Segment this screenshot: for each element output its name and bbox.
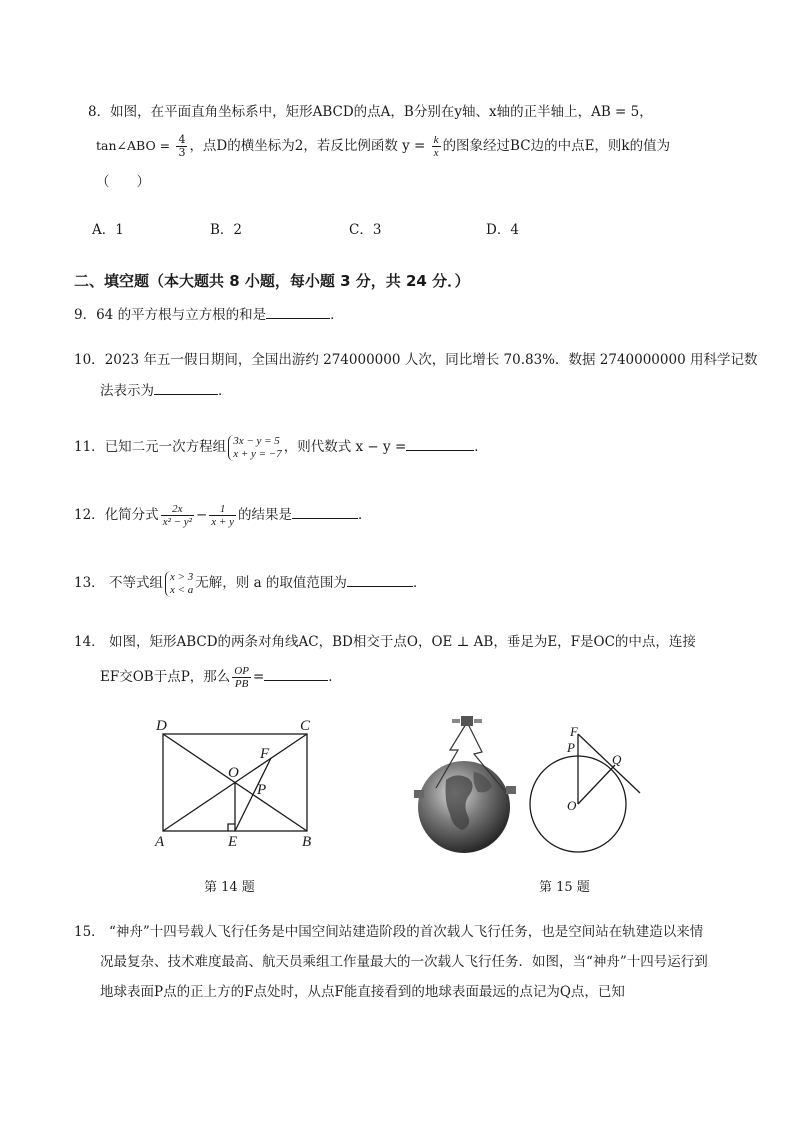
q14-eq: = — [252, 669, 265, 685]
q10-number: 10． — [74, 352, 105, 368]
q11-number: 11． — [74, 439, 105, 455]
q9-end: ． — [330, 307, 344, 323]
figure-15-earth — [406, 710, 526, 860]
q8-line1 — [88, 102, 653, 122]
q13-number: 13． — [74, 575, 105, 591]
q12-number: 12． — [74, 507, 105, 523]
label-o15: O — [567, 798, 577, 813]
q14-text-line1: 如图，矩形ABCD的两条对角线AC，BD相交于点O，OE ⊥ AB，垂足为E，F是OC的中点，连接 — [108, 634, 696, 650]
ground-station-right-icon — [506, 786, 516, 794]
figure-14-rectangle — [150, 712, 325, 857]
q14-number: 14． — [74, 634, 105, 650]
q13-c1: x > 3 — [169, 570, 194, 583]
q10-end: ． — [218, 383, 232, 399]
label-p15: P — [567, 740, 575, 755]
right-angle-mark — [228, 824, 235, 831]
q12-f2-den: x + y — [211, 516, 234, 528]
q8-tan-fraction — [176, 134, 187, 159]
q9 — [74, 304, 344, 325]
label-p: P — [257, 782, 267, 798]
q9-number: 9． — [74, 307, 97, 323]
q14-fraction — [232, 665, 251, 690]
q8-text-line2-end: 的图象经过BC边的中点E，则k的值为 — [442, 138, 671, 154]
q12-mid: 的结果是 — [237, 507, 292, 523]
q12-fraction-1 — [161, 503, 194, 528]
q15-number: 15． — [74, 924, 105, 940]
caption-15: 第 15 题 — [539, 880, 590, 895]
label-d: D — [156, 718, 167, 734]
q14-f-num: OP — [234, 665, 249, 677]
q10-line2 — [100, 380, 232, 401]
q12-fraction-2 — [209, 503, 236, 528]
q14-line1 — [74, 632, 696, 652]
q12-end: ． — [357, 507, 372, 523]
figure-15-circle — [528, 720, 648, 855]
q8-text-line1: 如图，在平面直角坐标系中，矩形ABCD的点A，B分别在y轴、x轴的正半轴上，AB = 5， — [110, 104, 653, 120]
q14-text-line2: EF交OB于点P，那么 — [100, 669, 231, 685]
q8-option-d[interactable]: D．4 — [486, 222, 519, 238]
q14-answer-blank[interactable] — [264, 666, 328, 681]
q14-line2 — [100, 660, 342, 694]
q13-prefix: 不等式组 — [108, 575, 163, 591]
q13-answer-blank[interactable] — [347, 572, 413, 587]
q12-f1-num: 2x — [161, 503, 194, 516]
q10-text-line2: 法表示为 — [100, 383, 154, 399]
caption-14: 第 14 题 — [204, 880, 255, 895]
q12-f2-num: 1 — [209, 503, 236, 516]
q8-paren: （ ） — [96, 174, 150, 190]
q12-prefix: 化简分式 — [104, 507, 159, 523]
label-f15: F — [570, 724, 578, 739]
ground-station-left-icon — [414, 790, 424, 798]
q8-tan-num: 4 — [178, 133, 186, 146]
q11-mid: ，则代数式 x − y = — [283, 439, 407, 455]
q13-end: ． — [412, 575, 427, 591]
label-b: B — [302, 834, 312, 850]
label-c: C — [300, 718, 311, 734]
q12-answer-blank[interactable] — [292, 504, 358, 519]
q8-tan-prefix: tan∠ABO = — [96, 138, 171, 153]
q8-option-c[interactable]: C．3 — [349, 222, 382, 238]
q11-answer-blank[interactable] — [406, 436, 474, 451]
q8-tan-den: 3 — [178, 146, 186, 159]
label-a: A — [155, 834, 165, 850]
q11-end: ． — [474, 439, 488, 455]
q13-mid: 无解，则 a 的取值范围为 — [195, 575, 347, 591]
q12 — [74, 498, 371, 532]
q8-line2 — [96, 132, 670, 160]
label-e: E — [228, 834, 238, 850]
q8-option-a[interactable]: A．1 — [92, 222, 124, 238]
label-q15: Q — [612, 752, 622, 767]
section-title: 二、填空题（本大题共 8 小题，每小题 3 分，共 24 分．） — [74, 272, 470, 290]
tangent-fq — [578, 734, 640, 793]
q13 — [74, 566, 426, 600]
label-o: O — [228, 765, 239, 781]
q8-text-line2: ，点D的横坐标为2，若反比例函数 y = — [189, 138, 426, 154]
q12-minus: − — [195, 507, 208, 523]
segment-oq — [578, 765, 615, 804]
q8-number: 8． — [88, 104, 111, 120]
q9-answer-blank[interactable] — [266, 304, 330, 319]
q15-text-line1: “神舟”十四号载人飞行任务是中国空间站建造阶段的首次载人飞行任务，也是空间站在轨建造以来情 — [108, 924, 704, 940]
q8-option-b[interactable]: B．2 — [210, 222, 243, 238]
q10-text-line1: 2023 年五一假日期间，全国出游约 274000000 人次，同比增长 70.83%．数据 2740000000 用科学记数 — [104, 352, 758, 368]
q11-eq2: x + y = −7 — [233, 447, 282, 460]
q10-answer-blank[interactable] — [154, 380, 218, 395]
q8-k-den: x — [433, 147, 439, 159]
q8-k-fraction — [432, 134, 441, 159]
q11 — [74, 430, 488, 464]
q10-line1 — [74, 350, 757, 370]
q12-f1-den: x² − y² — [162, 516, 192, 528]
q15-line1 — [74, 922, 703, 942]
q9-text: 64 的平方根与立方根的和是 — [96, 307, 267, 323]
satellite-icon — [452, 716, 482, 726]
q8-k-num: k — [433, 134, 439, 146]
q13-c2: x < a — [169, 583, 194, 596]
q15-line3: 地球表面P点的正上方的F点处时，从点F能直接看到的地球表面最远的点记为Q点，已知 — [100, 984, 625, 1000]
q14-f-den: PB — [234, 678, 249, 690]
q11-prefix: 已知二元一次方程组 — [104, 439, 227, 455]
q13-system — [165, 571, 193, 597]
label-f: F — [260, 746, 270, 762]
q14-end: ． — [328, 669, 342, 685]
q15-line2: 况最复杂、技术难度最高、航天员乘组工作量最大的一次载人飞行任务．如图，当“神舟”十四号运行到 — [100, 954, 708, 970]
q11-eq1: 3x − y = 5 — [233, 434, 280, 447]
q11-system — [228, 435, 282, 461]
